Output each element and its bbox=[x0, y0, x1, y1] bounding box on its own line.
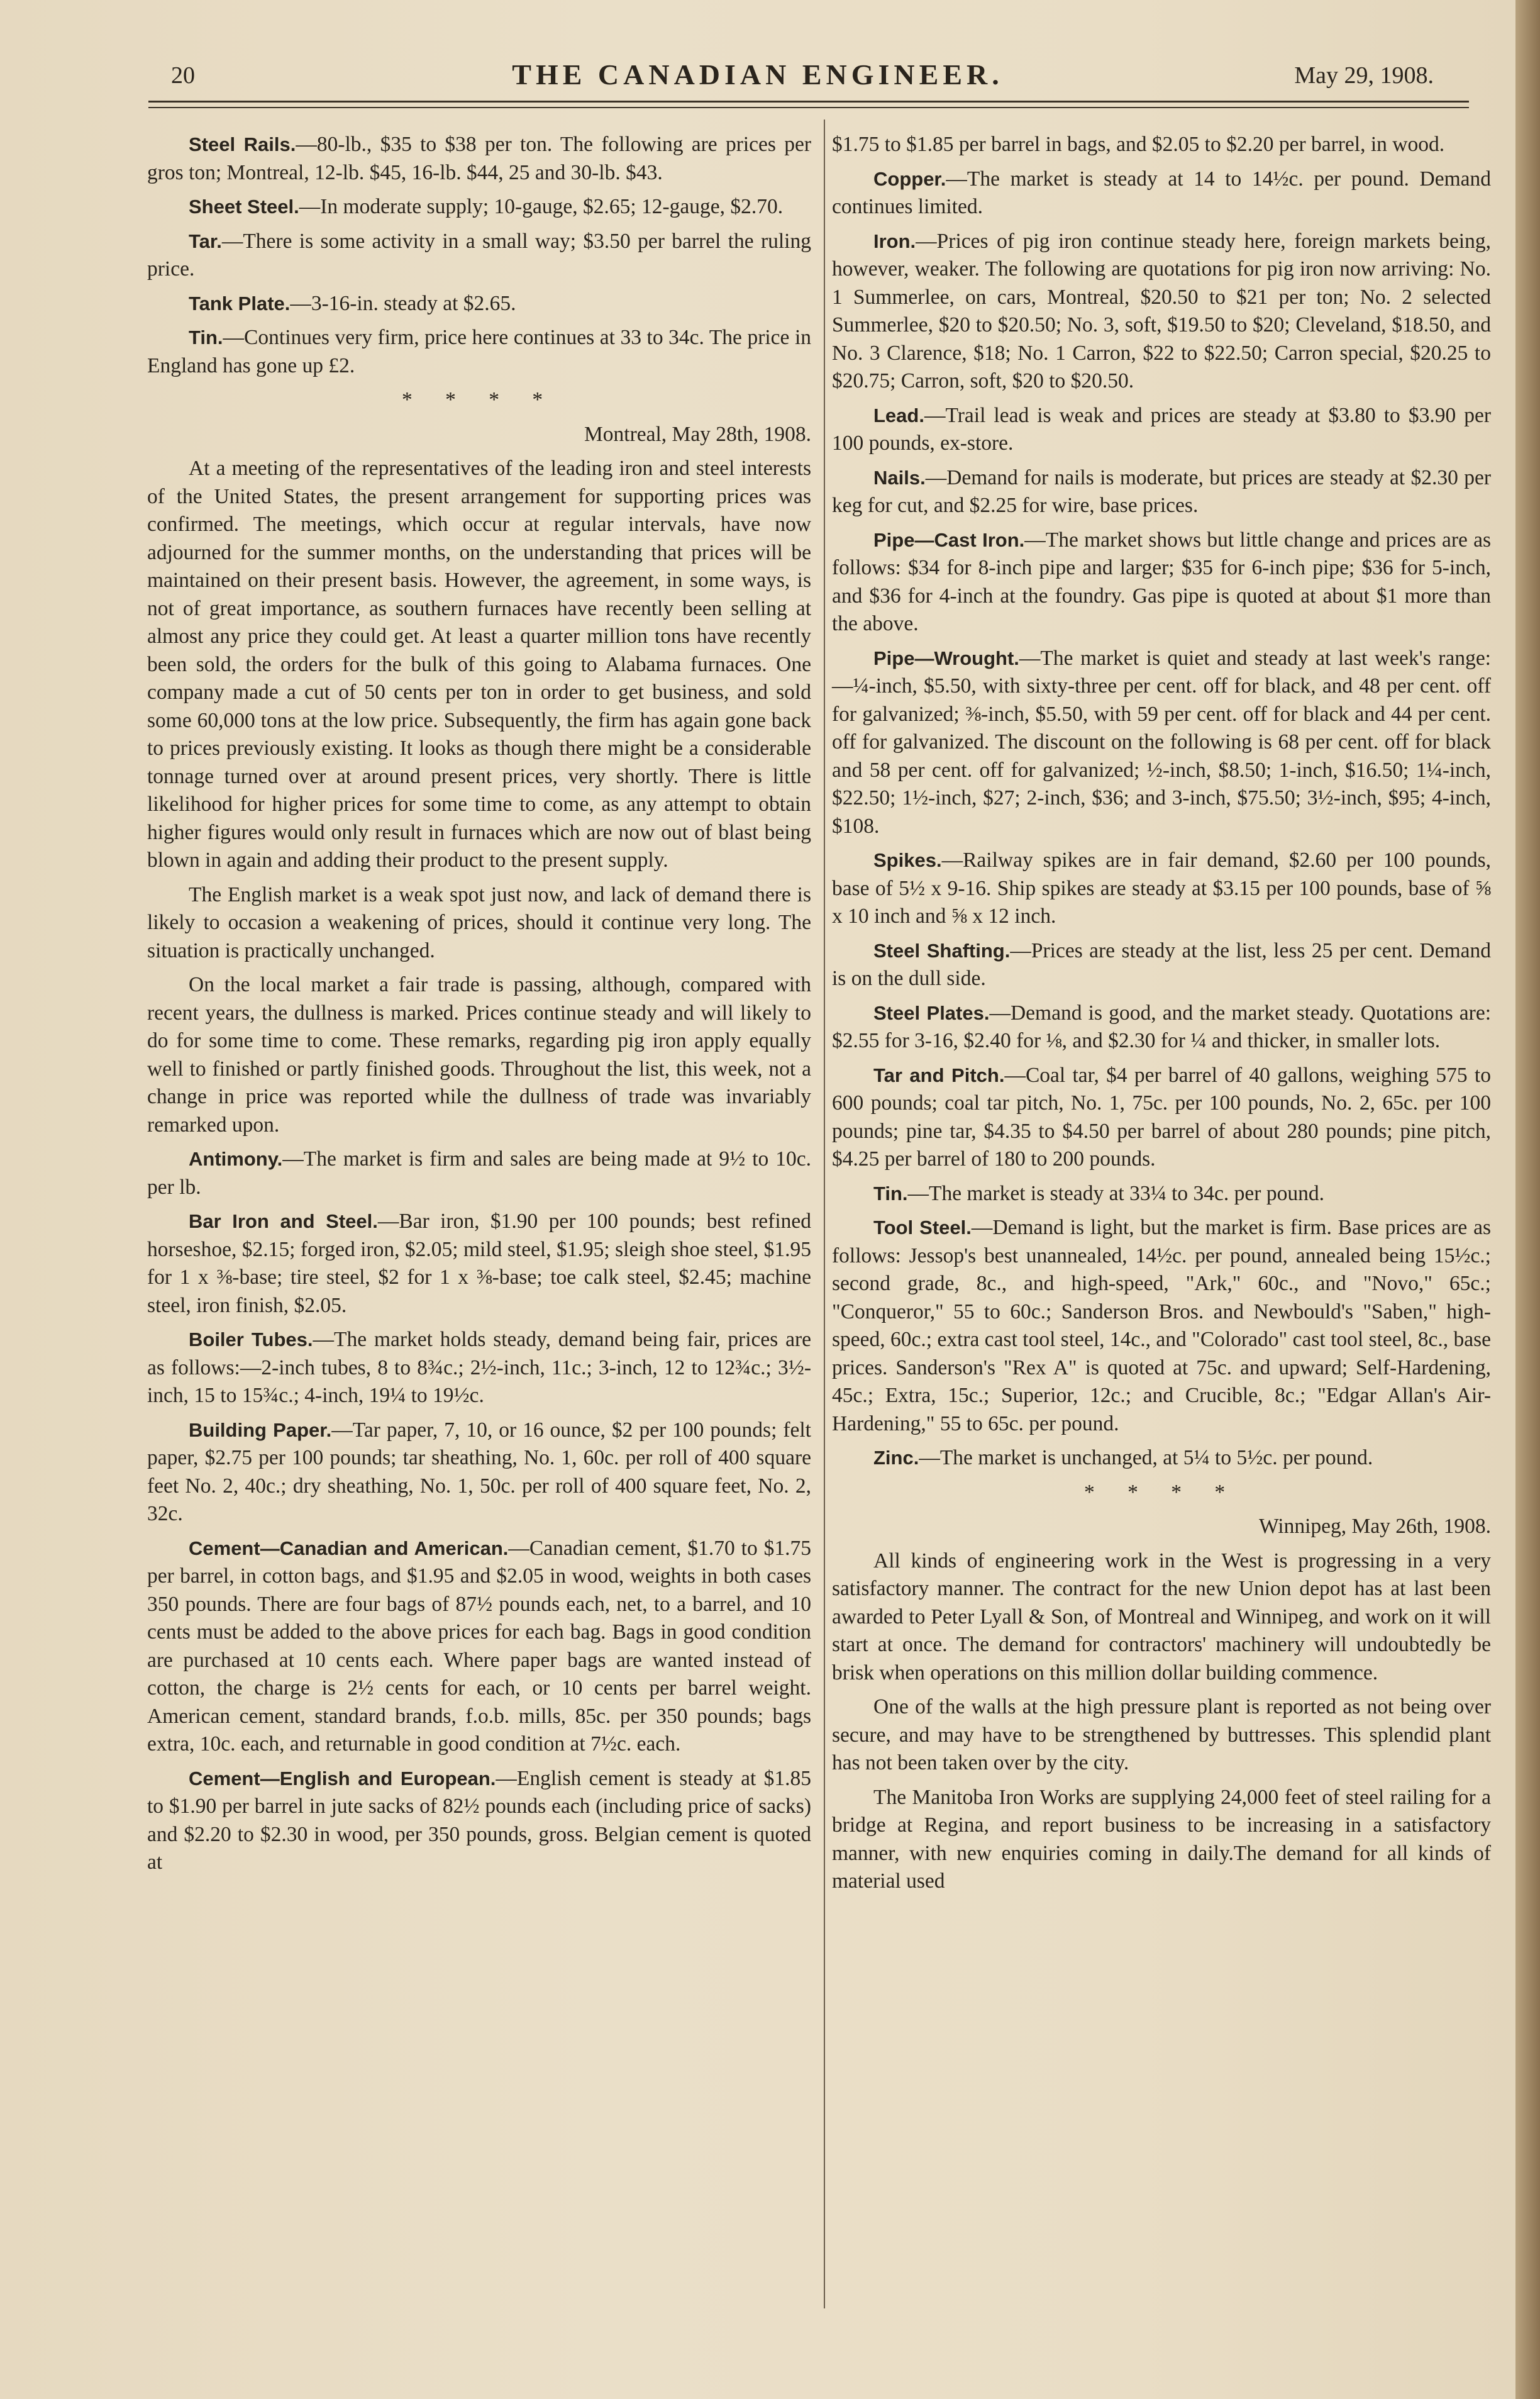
entry-cement-canadian bbox=[147, 1535, 811, 1759]
entry-text: —Canadian cement, $1.70 to $1.75 per barrel, in cotton bags, and $1.95 and $2.05 in wood, weights in both cases 350 pounds. There are four bags of 87½ pounds each, net, to a barrel, and 10 cents must be added to the above prices for each bag. Bags in good condition are purchased at 10 cents each. Where paper bags are wanted instead of cotton, the charge is 2½ cents for each, or 10 cents per barrel weight. American cement, standard brands, f.o.b. mills, 85c. per 350 pounds; bags extra, 10c. each, and returnable in good condition at 7½c. each. bbox=[147, 1536, 811, 1756]
entry-nails bbox=[832, 464, 1491, 520]
dateline: Winnipeg, May 26th, 1908. bbox=[1259, 1515, 1491, 1538]
entry-text: —3-16-in. steady at $2.65. bbox=[290, 291, 516, 315]
entry-text: —Bar iron, $1.90 per 100 pounds; best refined horseshoe, $2.15; forged iron, $2.05; mild steel, $1.95; sleigh shoe steel, $1.95 for 1 x ⅜-base; tire steel, $2 for 1 x ⅜-base; toe calk steel, $2.45; machine steel, iron finish, $2.05. bbox=[147, 1210, 811, 1317]
entry-boiler-tubes bbox=[147, 1326, 811, 1410]
left-column bbox=[147, 131, 811, 1883]
entry-heading: Steel Plates. bbox=[873, 1001, 990, 1024]
entry-heading: Cement—English and European. bbox=[189, 1767, 496, 1790]
entry-heading: Sheet Steel. bbox=[189, 196, 299, 218]
entry-text: —Demand is good, and the market steady. Quotations are: $2.55 for 3-16, $2.40 for ⅛, and $2.30 for ¼ and thicker, in smaller lots. bbox=[832, 1001, 1492, 1052]
entry-heading: Building Paper. bbox=[189, 1418, 332, 1441]
entry-heading: Lead. bbox=[873, 404, 924, 426]
entry-heading: Steel Shafting. bbox=[873, 939, 1011, 962]
entry-text: —The market holds steady, demand being fair, prices are as follows:—2-inch tubes, 8 to 8¾c.; 2½-inch, 11c.; 3-inch, 12 to 12¾c.; 3½-inch, 15 to 15¾c.; 4-inch, 19¼ to 19½c. bbox=[147, 1328, 811, 1407]
body-paragraph: At a meeting of the representatives of the leading iron and steel interests of the United States, the present arrangement for supporting prices was confirmed. The meetings, which occur at regular intervals, have now adjourned for the summer months, on the understanding that prices will be maintained on their present basis. However, the agreement, in some ways, is not of great importance, as southern furnaces have recently been selling at almost any price they could get. At least a quarter million tons have recently been sold, the orders for the bulk of this going to Alabama furnaces. One company made a cut of 50 cents per ton in order to get business, and sold some 60,000 tons at the low price. Subsequently, the firm has again gone back to prices previously existing. It looks as though there might be a considerable tonnage turned over at around present prices, very shortly. There is little likelihood for higher prices for some time to come, as any attempt to obtain higher figures would only result in furnaces which are now out of blast being blown in again and adding their product to the present supply. bbox=[147, 457, 811, 872]
right-column bbox=[832, 131, 1491, 1902]
entry-heading: Tar and Pitch. bbox=[873, 1064, 1005, 1086]
entry-text: —The market is steady at 33¼ to 34c. per pound. bbox=[907, 1181, 1324, 1205]
entry-text: —The market is firm and sales are being made at 9½ to 10c. per lb. bbox=[147, 1147, 811, 1199]
running-head bbox=[0, 58, 1515, 96]
entry-text: —Continues very firm, price here continues at 33 to 34c. The price in England has gone up £2. bbox=[147, 326, 811, 377]
entry-heading: Copper. bbox=[873, 167, 946, 190]
header-rule-thin bbox=[148, 107, 1469, 108]
entry-heading: Nails. bbox=[873, 466, 926, 489]
entry-text: —The market shows but little change and prices are as follows: $34 for 8-inch pipe and larger; $35 for 6-inch pipe; $36 for 5-inch, and $36 for 4-inch at the foundry. Gas pipe is quoted at about $1 more than the above. bbox=[832, 528, 1491, 635]
entry-text: —Prices of pig iron continue steady here, foreign markets being, however, weaker. The following are quotations for pig iron now arriving: No. 1 Summerlee, on cars, Montreal, $20.50 to $21 per ton; No. 2 selected Summerlee, $20 to $20.50; No. 3, soft, $19.50 to $20; Cleveland, $18.50, and No. 3 Clarence, $18; No. 1 Carron, $22 to $22.50; Carron special, $20.25 to $20.75; Carron, soft, $20 to $20.50. bbox=[832, 229, 1491, 392]
entry-heading: Tool Steel. bbox=[873, 1216, 972, 1238]
entry-steel-shafting bbox=[832, 937, 1491, 993]
entry-cement-english bbox=[147, 1765, 811, 1877]
entry-heading: Tank Plate. bbox=[189, 292, 291, 314]
entry-heading: Zinc. bbox=[873, 1447, 919, 1469]
entry-heading: Iron. bbox=[873, 230, 916, 252]
entry-text: —Demand is light, but the market is firm. Base prices are as follows: Jessop's best unannealed, 14½c. per pound, annealed being 15½c.; second grade, 8c., and high-speed, "Ark," 60c., and "Novo," 65c.; "Conqueror," 55 to 60c.; Sanderson Bros. and Newbould's "Saben," high-speed, 60c.; extra cast tool steel, 14c., and "Colorado" cast tool steel, 8c., base prices. Sanderson's "Rex A" is quoted at 75c. and upward; Self-Hardening, 45c.; Extra, 15c.; Superior, 12c.; and Crucible, 8c.; "Edgar Allan's Air-Hardening," 55 to 65c. per pound. bbox=[832, 1216, 1491, 1435]
entry-heading: Spikes. bbox=[873, 849, 942, 871]
entry-text: —The market is steady at 14 to 14½c. per pound. Demand continues limited. bbox=[832, 167, 1491, 218]
entry-text: —Tar paper, 7, 10, or 16 ounce, $2 per 100 pounds; felt paper, $2.75 per 100 pounds; tar sheathing, No. 1, 60c. per roll of 400 square feet No. 2, 40c.; dry sheathing, No. 1, 50c. per roll of 400 square feet, No. 2, 32c. bbox=[147, 1418, 811, 1525]
entry-text: —Coal tar, $4 per barrel of 40 gallons, weighing 575 to 600 pounds; coal tar pitch, No. 1, 75c. per 100 pounds, No. 2, 65c. per 100 pounds; pine tar, $4.35 to $4.50 per barrel of about 280 pounds; pine pitch, $4.25 per barrel of 180 to 200 pounds. bbox=[832, 1063, 1491, 1171]
entry-bar-iron bbox=[147, 1208, 811, 1320]
entry-iron bbox=[832, 228, 1491, 396]
entry-sheet-steel bbox=[147, 193, 811, 221]
entry-heading: Boiler Tubes. bbox=[189, 1328, 313, 1350]
entry-tar-pitch bbox=[832, 1062, 1491, 1174]
entry-heading: Pipe—Wrought. bbox=[873, 647, 1019, 669]
entry-steel-rails bbox=[147, 131, 811, 187]
body-paragraph: The Manitoba Iron Works are supplying 24,000 feet of steel railing for a bridge at Regina, and report business to be increasing in a satisfactory manner, with new enquiries coming in daily.The demand for all kinds of material used bbox=[832, 1785, 1491, 1893]
entry-tin bbox=[832, 1180, 1491, 1208]
entry-heading: Cement—Canadian and American. bbox=[189, 1537, 509, 1559]
section-divider: * * * * bbox=[401, 388, 557, 411]
entry-tar bbox=[147, 228, 811, 284]
page-number: 20 bbox=[171, 62, 195, 89]
body-paragraph: The English market is a weak spot just now, and lack of demand there is likely to occasion a weakening of prices, should it continue very long. The situation is practically unchanged. bbox=[147, 882, 811, 962]
entry-antimony bbox=[147, 1145, 811, 1201]
entry-text: —The market is quiet and steady at last week's range:—¼-inch, $5.50, with sixty-three per cent. off for black, and 48 per cent. off for galvanized; ⅜-inch, $5.50, with 59 per cent. off for black and 44 per cent. off for galvanized. The discount on the following is 68 per cent. off for black and 58 per cent. off for galvanized; ½-inch, $8.50; 1-inch, $16.50; 1¼-inch, $22.50; 1½-inch, $27; 2-inch, $36; and 3-inch, $75.50; 3½-inch, $95; 4-inch, $108. bbox=[832, 646, 1491, 838]
entry-heading: Steel Rails. bbox=[189, 133, 296, 155]
issue-date: May 29, 1908. bbox=[1294, 62, 1434, 89]
column-rule bbox=[824, 120, 825, 2308]
continued-paragraph: $1.75 to $1.85 per barrel in bags, and $2.05 to $2.20 per barrel, in wood. bbox=[832, 133, 1445, 156]
entry-tin bbox=[147, 324, 811, 380]
entry-pipe-cast bbox=[832, 526, 1491, 638]
entry-text: —Demand for nails is moderate, but prices are steady at $2.30 per keg for cut, and $2.25 for wire, base prices. bbox=[832, 465, 1491, 517]
entry-zinc bbox=[832, 1444, 1491, 1472]
entry-text: —Prices are steady at the list, less 25 per cent. Demand is on the dull side. bbox=[832, 938, 1491, 990]
entry-text: —Trail lead is weak and prices are steady at $3.80 to $3.90 per 100 pounds, ex-store. bbox=[832, 403, 1491, 455]
entry-building-paper bbox=[147, 1417, 811, 1528]
entry-steel-plates bbox=[832, 999, 1491, 1055]
entry-tool-steel bbox=[832, 1214, 1491, 1438]
entry-copper bbox=[832, 165, 1491, 221]
dateline: Montreal, May 28th, 1908. bbox=[584, 422, 811, 446]
entry-heading: Bar Iron and Steel. bbox=[189, 1210, 378, 1232]
entry-text: —The market is unchanged, at 5¼ to 5½c. per pound. bbox=[919, 1446, 1373, 1469]
entry-heading: Antimony. bbox=[189, 1148, 283, 1170]
entry-text: —Railway spikes are in fair demand, $2.60 per 100 pounds, base of 5½ x 9-16. Ship spikes are steady at $3.15 per 100 pounds, base of ⅝ x 10 inch and ⅝ x 12 inch. bbox=[832, 849, 1491, 928]
entry-heading: Tar. bbox=[189, 230, 222, 252]
entry-text: —In moderate supply; 10-gauge, $2.65; 12-gauge, $2.70. bbox=[299, 195, 784, 218]
section-divider: * * * * bbox=[1083, 1480, 1239, 1504]
entry-pipe-wrought bbox=[832, 645, 1491, 841]
entry-text: —There is some activity in a small way; $3.50 per barrel the ruling price. bbox=[147, 229, 811, 281]
entry-heading: Tin. bbox=[189, 326, 223, 348]
entry-text: —80-lb., $35 to $38 per ton. The following are prices per gros ton; Montreal, 12-lb. $45, 16-lb. $44, 25 and 30-lb. $43. bbox=[147, 133, 811, 184]
entry-text: —English cement is steady at $1.85 to $1.90 per barrel in jute sacks of 82½ pounds each (including price of sacks) and $2.20 to $2.30 in wood, per 350 pounds, gross. Belgian cement is quoted at bbox=[147, 1766, 811, 1874]
entry-lead bbox=[832, 402, 1491, 458]
entry-spikes bbox=[832, 847, 1491, 931]
body-paragraph: On the local market a fair trade is passing, although, compared with recent years, the dullness is marked. Prices continue steady and will likely to do for some time to come. These remarks, regarding pig iron apply equally well to finished or partly finished goods. Throughout the list, this week, not a change in price was reported while the dullness of trade was invariably remarked upon. bbox=[147, 973, 811, 1137]
page-edge bbox=[1515, 0, 1540, 2399]
entry-heading: Tin. bbox=[873, 1182, 908, 1205]
entry-heading: Pipe—Cast Iron. bbox=[873, 528, 1025, 551]
journal-title: THE CANADIAN ENGINEER. bbox=[512, 58, 1004, 91]
body-paragraph: One of the walls at the high pressure plant is reported as not being over secure, and may have to be strengthened by buttresses. This splendid plant has not been taken over by the city. bbox=[832, 1695, 1491, 1774]
header-rule bbox=[148, 101, 1469, 103]
body-paragraph: All kinds of engineering work in the West is progressing in a very satisfactory manner. The contract for the new Union depot has at last been awarded to Peter Lyall & Son, of Montreal and Winnipeg, and work on it will start at once. The demand for contractors' machinery will undoubtedly be brisk when operations on this million dollar building commence. bbox=[832, 1549, 1491, 1684]
entry-tank-plate bbox=[147, 290, 811, 318]
